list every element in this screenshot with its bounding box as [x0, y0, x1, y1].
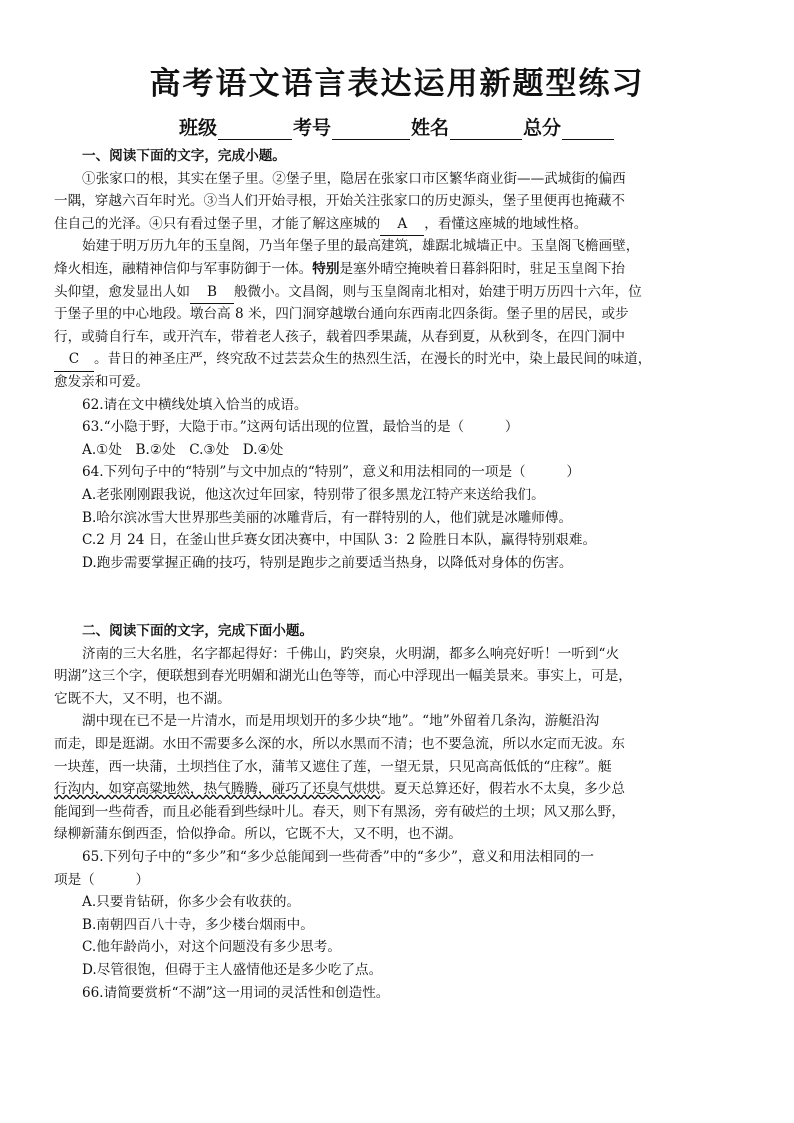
text-segment: 是塞外晴空掩映着日暮斜阳时，驻足玉皇阁下抬 — [339, 260, 625, 277]
blank-b: B — [190, 281, 234, 305]
paragraph-line: 它既不大，又不明，也不湖。 — [54, 690, 231, 707]
number-blank[interactable] — [332, 120, 410, 140]
paragraph-line: 能闻到一些荷香，而且必能看到些绿叶儿。春天，则下有黑汤，旁有破烂的土坝；风又那么野， — [54, 803, 625, 820]
paragraph-line — [54, 281, 740, 304]
question-63: 63.“小隐于野，大隐于市。”这两句话出现的位置，最恰当的是（ ） — [82, 419, 519, 436]
dotted-word-tebie: 特别 — [312, 260, 340, 277]
paragraph-line: 济南的三大名胜，名字都起得好：千佛山，趵突泉，火明湖，都多么响亮好听！一听到“火 — [82, 645, 620, 662]
section-heading: 一、阅读下面的文字，完成小题。 — [82, 148, 286, 164]
paragraph-line: 明湖”这三个字，便联想到春光明媚和湖光山色等等，而心中浮现出一幅美景来。事实上，可是， — [54, 668, 632, 685]
question-65: 65.下列句子中的“多少”和“多少总能闻到一些荷香”中的“多少”，意义和用法相同的一 — [82, 848, 594, 865]
blank-c: C — [54, 348, 94, 372]
text-segment: 住自己的光泽。④只有看过堡子里，才能了解这座城的 — [54, 215, 381, 232]
class-label: 班级 — [178, 117, 217, 139]
paragraph-line: 愈发亲和可爱。 — [54, 373, 150, 390]
paragraph-line: 一隅，穿越六百年时光。③当人们开始寻根，开始关注张家口的历史源头，堡子里便再也掩藏不 — [54, 193, 625, 210]
paragraph-line — [54, 258, 740, 281]
text-segment: ，看懂这座城的地域性格。 — [424, 215, 588, 232]
section-two — [54, 620, 740, 1004]
paragraph-line: 行，或骑自行车，或开汽车，带着老人孩子，载着四季果蔬，从春到夏，从秋到冬，在四门洞中 — [54, 328, 625, 345]
question-65-cont: 项是（ ） — [54, 871, 150, 888]
score-label: 总分 — [523, 117, 562, 139]
paragraph-line — [54, 778, 740, 801]
question-64-option-b: B.哈尔滨冰雪大世界那些美丽的冰雕背后，有一群特别的人，他们就是冰雕师傅。 — [82, 509, 573, 526]
text-segment: 烽火相连，融精神信仰与军事防御于一体。 — [54, 260, 313, 277]
question-65-option-d: D.尽管很饱，但碍于主人盛情他还是多少吃了点。 — [82, 961, 383, 978]
blank-a: A — [380, 213, 424, 237]
paragraph-line: ①张家口的根，其实在堡子里。②堡子里，隐居在张家口市区繁华商业街——武城街的偏西 — [82, 170, 626, 187]
question-65-option-c: C.他年龄尚小，对这个问题没有多少思考。 — [82, 939, 341, 956]
section-one — [54, 145, 740, 574]
paragraph-line: 湖中现在已不是一片清水，而是用坝划开的多少块“地”。“地”外留着几条沟，游艇沿沟 — [82, 713, 600, 730]
paragraph-line: 绿柳新蒲东倒西歪，恰似挣命。所以，它既不大，又不明，也不湖。 — [54, 826, 462, 843]
question-65-option-b: B.南朝四百八十寺，多少楼台烟雨中。 — [82, 916, 314, 933]
paragraph-line: 而走，即是逛湖。水田不需要多么深的水，所以水黑而不清；也不要急流，所以水定而无波。东 — [54, 735, 625, 752]
section-heading: 二、阅读下面的文字，完成下面小题。 — [82, 623, 314, 639]
question-62: 62.请在文中横线处填入恰当的成语。 — [82, 396, 308, 413]
question-64-option-c: C.2 月 24 日，在釜山世乒赛女团决赛中，中国队 3：2 险胜日本队，赢得特别艰难。 — [82, 532, 597, 549]
class-blank[interactable] — [218, 120, 292, 140]
text-segment: 头仰望，愈发显出人如 — [54, 283, 190, 300]
student-info-line — [0, 113, 794, 140]
paragraph-line — [54, 213, 740, 236]
text-segment: 般微小。文昌阁，则与玉皇阁南北相对，始建于明万历四十六年，位 — [233, 283, 642, 300]
question-64: 64.下列句子中的“特别”与文中加点的“特别”，意义和用法相同的一项是（ ） — [82, 464, 581, 481]
name-label: 姓名 — [411, 117, 450, 139]
page-title: 高考语文语言表达运用新题型练习 — [149, 66, 645, 102]
name-blank[interactable] — [450, 120, 522, 140]
paragraph-line — [54, 348, 740, 371]
wavy-underlined-sentence: 行沟内，如穿高粱地然，热气腾腾，碰巧了还臭气烘烘 — [54, 781, 381, 798]
paragraph-line: 一块莲，西一块蒲，土坝挡住了水，蒲苇又遮住了莲，一望无景，只见高高低低的“庄稼”。艇 — [54, 758, 612, 775]
question-65-option-a: A.只要肯钻研，你多少会有收获的。 — [82, 894, 301, 911]
number-label: 考号 — [292, 117, 331, 139]
score-blank[interactable] — [562, 120, 614, 140]
paragraph-line: 始建于明万历九年的玉皇阁，乃当年堡子里的最高建筑，雄踞北城墙正中。玉皇阁飞檐画壁， — [82, 238, 640, 255]
text-segment: 。昔日的神圣庄严，终究敌不过芸芸众生的热烈生活，在漫长的时光中，染上最民间的味道， — [94, 351, 652, 368]
paragraph-line: 于堡子里的中心地段。墩台高 8 米，四门洞穿越墩台通向东西南北四条街。堡子里的居民，或步 — [54, 306, 629, 323]
question-64-option-a: A.老张刚刚跟我说，他这次过年回家，特别带了很多黑龙江特产来送给我们。 — [82, 486, 545, 503]
question-63-options: A.①处 B.②处 C.③处 D.④处 — [82, 441, 284, 458]
question-66: 66.请简要赏析“不湖”这一用词的灵活性和创造性。 — [82, 984, 390, 1001]
question-64-option-d: D.跑步需要掌握正确的技巧，特别是跑步之前要适当热身，以降低对身体的伤害。 — [82, 554, 573, 571]
text-segment: 。夏天总算还好，假若水不太臭，多少总 — [380, 781, 625, 798]
